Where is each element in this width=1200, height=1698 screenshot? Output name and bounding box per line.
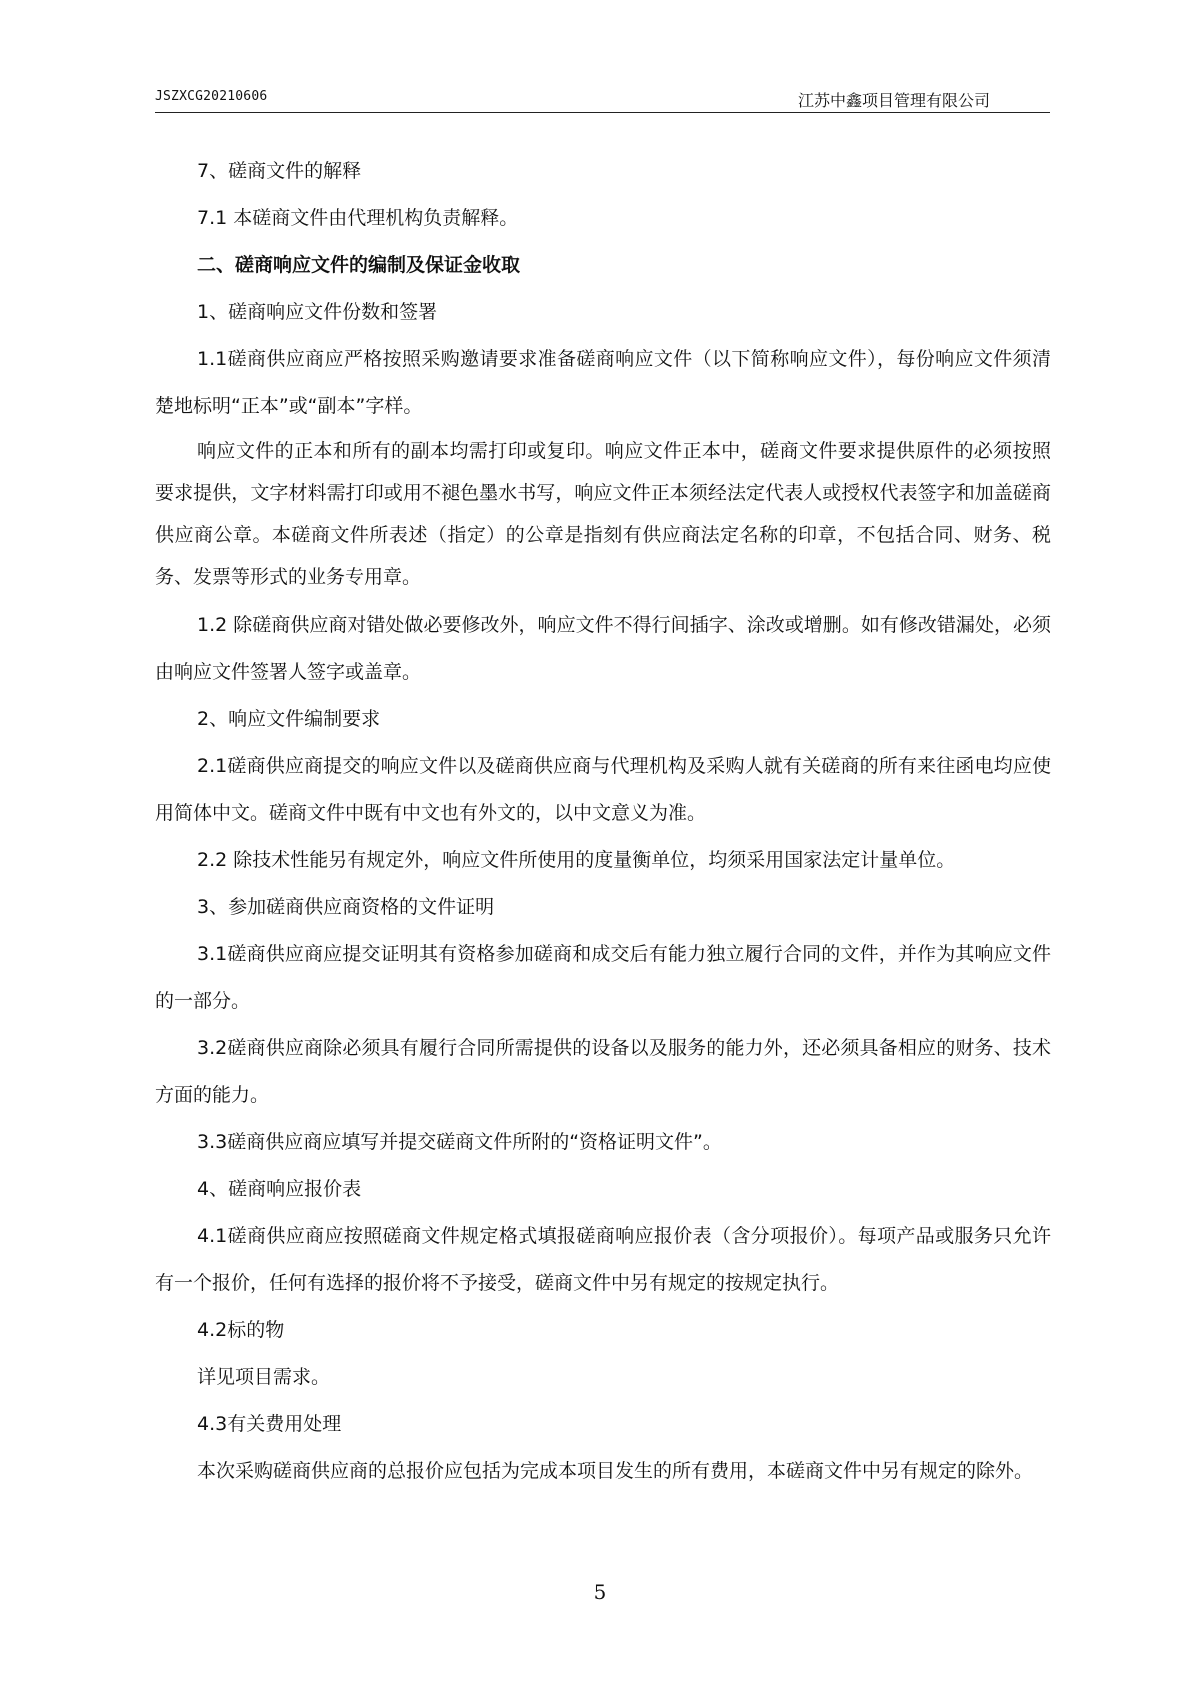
paragraph: 3.2磋商供应商除必须具有履行合同所需提供的设备以及服务的能力外，还必须具备相应的财务、技术方面的能力。: [155, 1037, 1051, 1106]
paragraph: 2.1磋商供应商提交的响应文件以及磋商供应商与代理机构及采购人就有关磋商的所有来往函电均应使用简体中文。磋商文件中既有中文也有外文的，以中文意义为准。: [155, 755, 1051, 824]
company-name: 江苏中鑫项目管理有限公司: [797, 91, 990, 110]
paragraph: 响应文件的正本和所有的副本均需打印或复印。响应文件正本中，磋商文件要求提供原件的必须按照要求提供，文字材料需打印或用不褪色墨水书写，响应文件正本须经法定代表人或授权代表签字和加盖磋商供应商公章。本磋商文件所表述（指定）的公章是指刻有供应商法定名称的印章，不包括合同、财务、税务、发票等形式的业务专用章。: [155, 440, 1051, 588]
paragraph: 3.1磋商供应商应提交证明其有资格参加磋商和成交后有能力独立履行合同的文件，并作为其响应文件的一部分。: [155, 943, 1051, 1012]
section-heading: 1、磋商响应文件份数和签署: [197, 301, 438, 323]
paragraph: 3.3磋商供应商应填写并提交磋商文件所附的“资格证明文件”。: [197, 1131, 722, 1153]
section-heading: 4、磋商响应报价表: [197, 1178, 362, 1200]
section-heading: 3、参加磋商供应商资格的文件证明: [197, 896, 495, 918]
subsection-heading: 4.2标的物: [197, 1319, 285, 1341]
section-heading: 7、磋商文件的解释: [197, 160, 362, 182]
page-number: 5: [593, 1580, 607, 1604]
paragraph: 1.2 除磋商供应商对错处做必要修改外，响应文件不得行间插字、涂改或增删。如有修改错漏处，必须由响应文件签署人签字或盖章。: [155, 614, 1051, 683]
paragraph: 7.1 本磋商文件由代理机构负责解释。: [197, 207, 519, 229]
paragraph: 1.1磋商供应商应严格按照采购邀请要求准备磋商响应文件（以下简称响应文件），每份响应文件须清楚地标明“正本”或“副本”字样。: [155, 348, 1051, 417]
page-header: [155, 82, 1050, 113]
paragraph: 本次采购磋商供应商的总报价应包括为完成本项目发生的所有费用，本磋商文件中另有规定的除外。: [197, 1460, 1034, 1482]
section-heading: 2、响应文件编制要求: [197, 708, 381, 730]
document-body: [155, 148, 1051, 1495]
paragraph: 4.1磋商供应商应按照磋商文件规定格式填报磋商响应报价表（含分项报价）。每项产品或服务只允许有一个报价，任何有选择的报价将不予接受，磋商文件中另有规定的按规定执行。: [155, 1225, 1051, 1294]
paragraph: 2.2 除技术性能另有规定外，响应文件所使用的度量衡单位，均须采用国家法定计量单位。: [197, 849, 956, 871]
chapter-heading: 二、磋商响应文件的编制及保证金收取: [197, 254, 521, 276]
subsection-heading: 4.3有关费用处理: [197, 1413, 342, 1435]
paragraph: 详见项目需求。: [197, 1366, 331, 1388]
document-code: JSZXCG20210606: [155, 89, 268, 104]
